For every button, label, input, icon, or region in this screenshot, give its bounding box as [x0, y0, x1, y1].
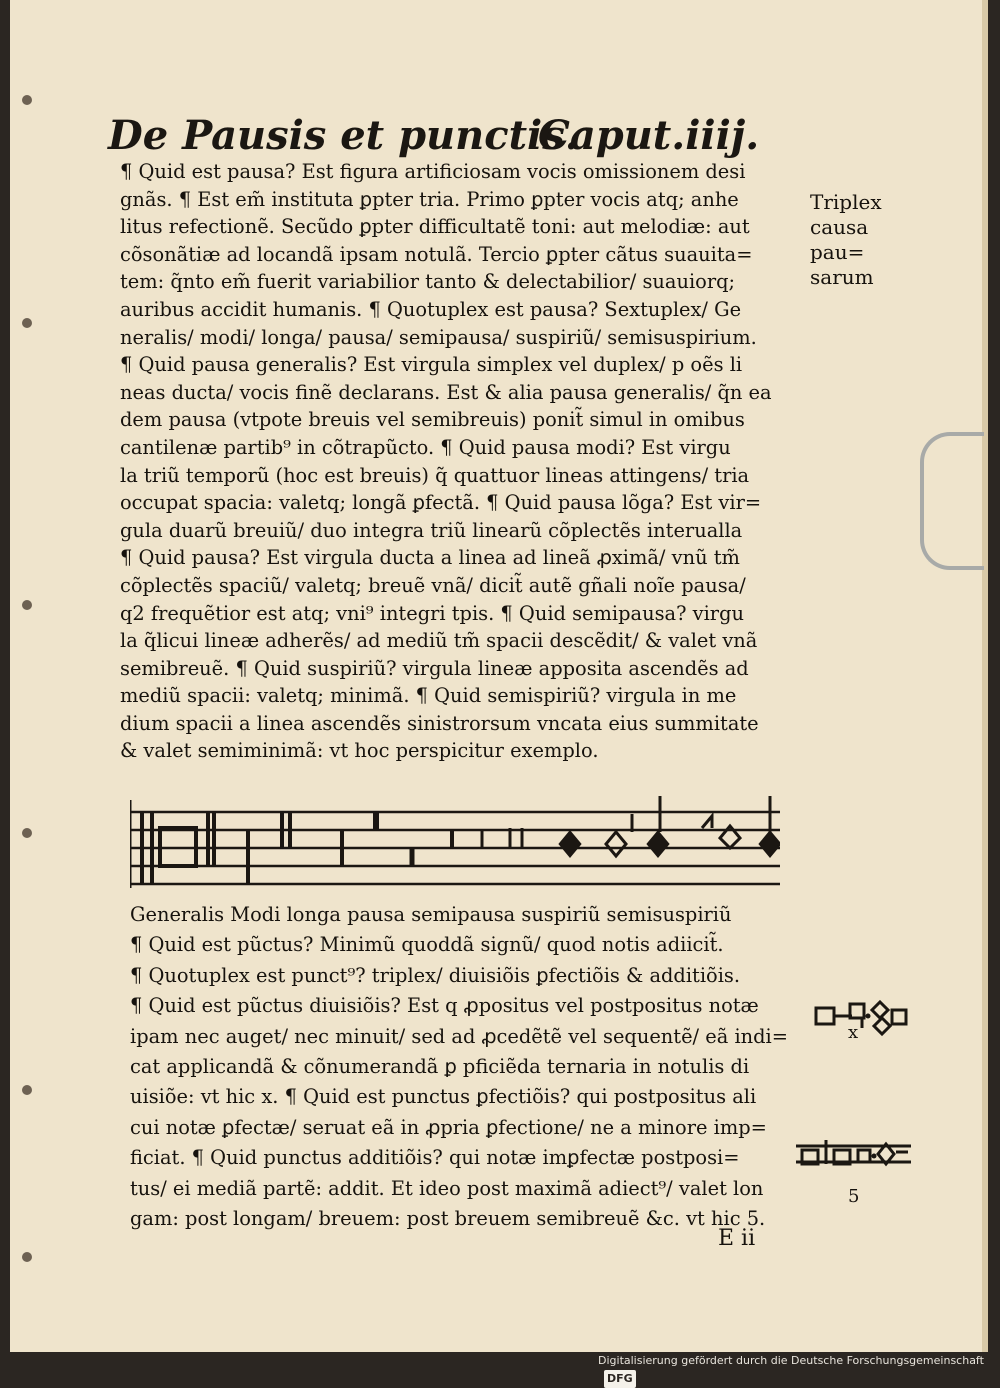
text-line: cantilenæ partib⁹ in cõtrapũcto. ¶ Quid pausa modi? Est virgu [120, 435, 731, 459]
text-line: la q̃licui lineæ adherẽs/ ad mediũ tm̃ spacii descẽdit/ & valet vnã [120, 629, 758, 653]
text-line: q2 frequẽtior est atq; vni⁹ integri tpis. ¶ Quid semipausa? virgu [120, 601, 744, 625]
chapter-title: De Pausis et punctis. [108, 112, 579, 159]
text-line: neas ducta/ vocis finẽ declarans. Est & alia pausa generalis/ q̃n ea [120, 380, 772, 404]
text-line: Generalis Modi longa pausa semipausa suspiriũ semisuspiriũ [130, 903, 732, 926]
binding-hole [22, 1252, 32, 1262]
binding-hole [22, 1085, 32, 1095]
paper-clip [920, 432, 984, 570]
margin-note [810, 190, 910, 290]
text-line: litus refectionẽ. Secũdo ꝑpter difficultatẽ toni: aut melodiæ: aut [120, 215, 750, 239]
text-line: mediũ spacii: valetq; minimã. ¶ Quid semispiriũ? virgula in me [120, 684, 737, 708]
music-example-x [810, 996, 910, 1054]
staff-rests-figure [130, 792, 780, 892]
text-line: gam: post longam/ breuem: post breuem semibreuẽ &c. vt hic 5. [130, 1206, 766, 1230]
text-line: ficiat. ¶ Quid punctus additiõis? qui notæ imꝑfectæ postposi= [130, 1146, 740, 1170]
binding-hole [22, 318, 32, 328]
text-line: occupat spacia: valetq; longã ꝑfectã. ¶ Quid pausa lõga? Est vir= [120, 491, 762, 515]
text-line: ¶ Quid est pausa? Est figura artificiosam vocis omissionem desi [120, 160, 746, 183]
text-line: ¶ Quid est pũctus diuisiõis? Est q ꝓpositus vel postpositus notæ [130, 994, 759, 1018]
text-line: Triplex [810, 190, 882, 214]
text-line: ¶ Quotuplex est punct⁹? triplex/ diuisiõis ꝑfectiõis & additiõis. [130, 963, 741, 987]
text-line: tem: q̃nto em̃ fuerit variabilior tanto & delectabilior/ suauiorq; [120, 270, 736, 294]
signature-mark: E ii [718, 1226, 756, 1251]
text-line: causa pau= [810, 215, 869, 264]
binding-hole [22, 95, 32, 105]
text-line: ¶ Quid pausa generalis? Est virgula simplex vel duplex/ p oẽs li [120, 353, 743, 377]
text-line: la triũ temporũ (hoc est breuis) q̃ quattuor lineas attingens/ tria [120, 463, 750, 487]
text-line: ¶ Quid est pũctus? Minimũ quoddã signũ/ quod notis adiicit̃. [130, 933, 724, 957]
footer-text: Digitalisierung gefördert durch die Deutsche Forschungsgemeinschaft [598, 1354, 984, 1367]
binding-hole [22, 828, 32, 838]
chapter-heading [108, 112, 788, 162]
music-example-rests [130, 792, 780, 892]
dfg-logo: DFG [604, 1370, 636, 1388]
punctus-text [130, 900, 810, 1234]
text-line: dem pausa (vtpote breuis vel semibreuis) ponit̃ simul in omibus [120, 408, 745, 432]
chapter-number: Caput.iiij. [538, 112, 760, 159]
text-line: & valet semiminimã: vt hoc perspicitur exemplo. [120, 739, 599, 763]
example-x-label: x [848, 1022, 859, 1043]
text-line: uisiõe: vt hic x. ¶ Quid est punctus ꝑfectiõis? qui postpositus ali [130, 1085, 757, 1109]
text-line: sarum [810, 265, 874, 289]
text-line: cat applicandã & cõnumerandã ꝑ pficiẽda ternaria in notulis di [130, 1054, 750, 1078]
text-line: gula duarũ breuiũ/ duo integra triũ linearũ cõplectẽs interualla [120, 518, 743, 542]
text-line: neralis/ modi/ longa/ pausa/ semipausa/ suspiriũ/ semisuspirium. [120, 325, 757, 349]
binding-hole [22, 600, 32, 610]
example-5-label: 5 [848, 1186, 860, 1207]
dot-of-division-figure [810, 996, 910, 1054]
text-line: ipam nec auget/ nec minuit/ sed ad ꝓcedẽtẽ vel sequentẽ/ eã indi= [130, 1024, 788, 1048]
text-line: cui notæ ꝑfectæ/ seruat eã in ꝓpria ꝑfectione/ ne a minore imp= [130, 1115, 767, 1139]
text-line: auribus accidit humanis. ¶ Quotuplex est pausa? Sextuplex/ Ge [120, 297, 742, 321]
text-line: cõplectẽs spaciũ/ valetq; breuẽ vnã/ dicit̃ autẽ gñali noĩe pausa/ [120, 573, 746, 597]
dot-of-addition-figure [796, 1136, 911, 1176]
music-example-5 [796, 1136, 911, 1176]
text-line: cõsonãtiæ ad locandã ipsam notulã. Tercio ꝑpter cãtus suauita= [120, 242, 753, 266]
text-line: semibreuẽ. ¶ Quid suspiriũ? virgula lineæ apposita ascendẽs ad [120, 656, 749, 680]
text-line: ¶ Quid pausa? Est virgula ducta a linea ad lineã ꝓximã/ vnũ tm̃ [120, 546, 740, 570]
text-line: tus/ ei mediã partẽ: addit. Et ideo post maximã adiect⁹/ valet lon [130, 1176, 764, 1200]
main-text [120, 158, 800, 765]
text-line: dium spacii a linea ascendẽs sinistrorsum vncata eius summitate [120, 711, 759, 735]
text-line: gnãs. ¶ Est em̃ instituta ꝑpter tria. Primo ꝑpter vocis atq; anhe [120, 187, 739, 211]
digitization-footer [598, 1352, 998, 1385]
